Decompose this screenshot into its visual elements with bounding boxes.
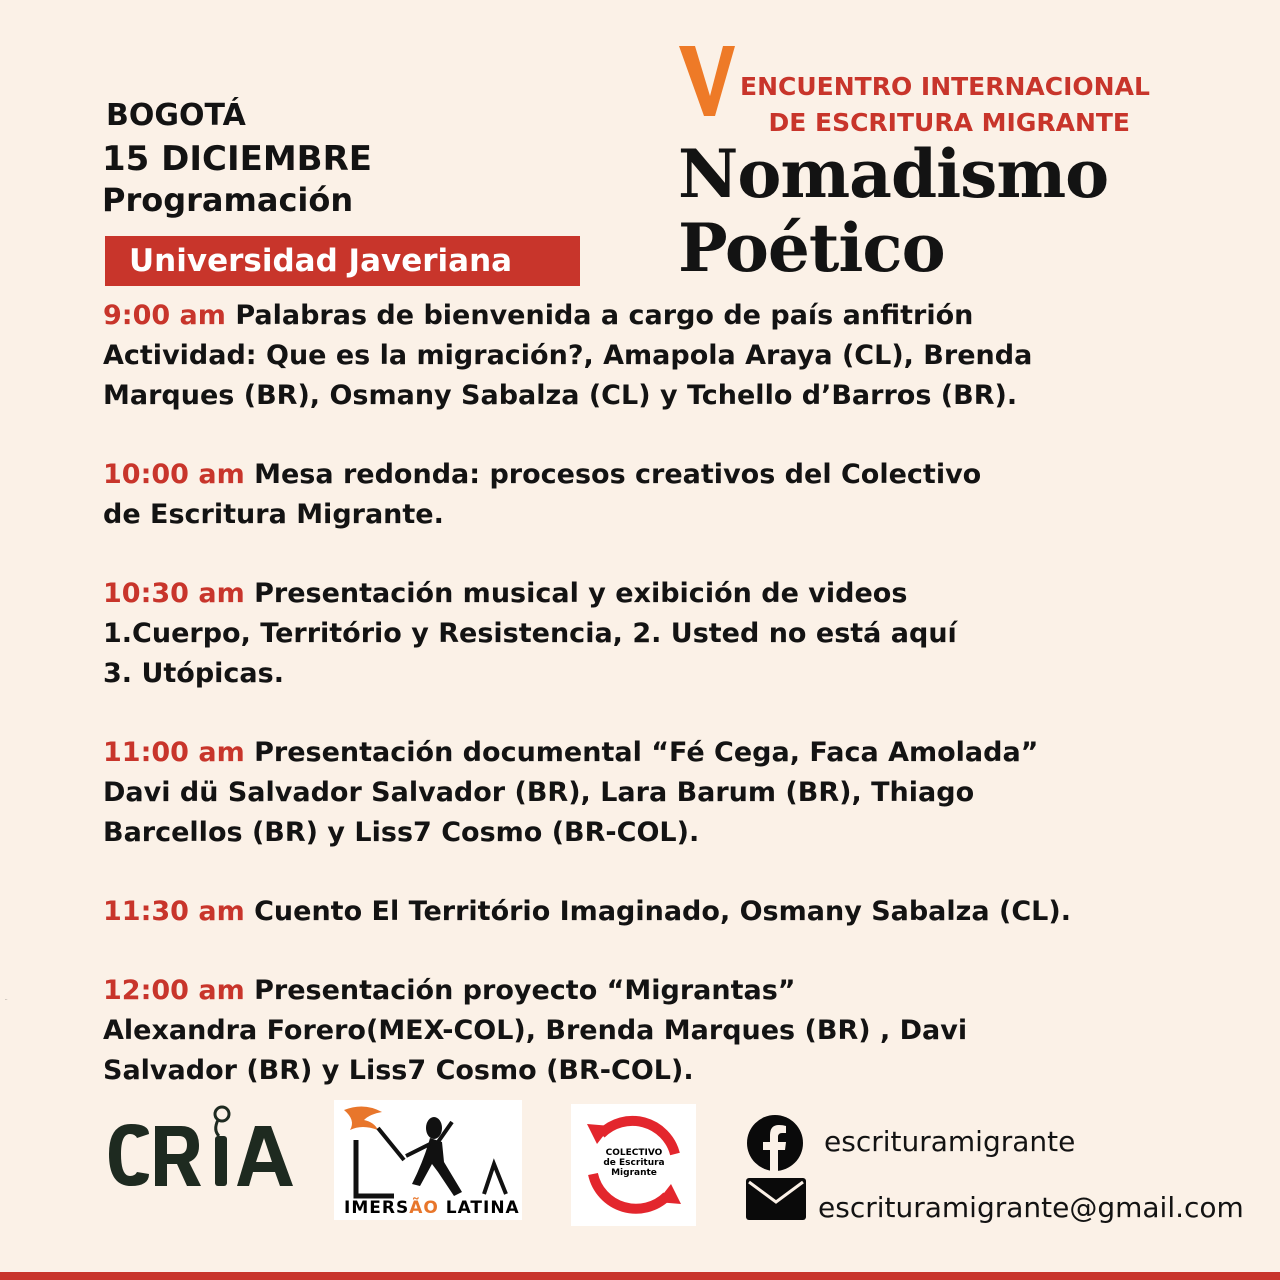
envelope-icon[interactable]: [746, 1178, 806, 1220]
program-text: Presentación documental “Fé Cega, Faca Amolada”: [254, 737, 1039, 768]
facebook-icon[interactable]: [746, 1114, 804, 1172]
bottom-bar: [0, 1272, 1280, 1280]
facebook-handle[interactable]: escrituramigrante: [824, 1125, 1076, 1158]
program-item: [103, 296, 1163, 416]
program-text: Davi dü Salvador Salvador (BR), Lara Barum (BR), Thiago: [103, 777, 975, 808]
program-text: Palabras de bienvenida a cargo de país anfitrión: [235, 300, 974, 331]
program-list: [103, 296, 1163, 1130]
program-time: 10:00 am: [103, 459, 245, 490]
program-text: Presentación proyecto “Migrantas”: [254, 975, 796, 1006]
city: BOGOTÁ: [106, 98, 246, 133]
event-title-2: Poético: [678, 209, 945, 287]
event-date: 15 DICIEMBRE: [102, 139, 373, 179]
email-link[interactable]: escrituramigrante@gmail.com: [818, 1191, 1244, 1224]
program-text: Salvador (BR) y Liss7 Cosmo (BR-COL).: [103, 1055, 694, 1086]
program-text: 1.Cuerpo, Território y Resistencia, 2. Usted no está aquí: [103, 618, 957, 649]
edition-v-glyph: [677, 42, 737, 118]
program-item: [103, 574, 1163, 694]
program-item: [103, 455, 1163, 535]
program-text: Cuento El Território Imaginado, Osmany Sabalza (CL).: [254, 896, 1071, 927]
program-time: 9:00 am: [103, 300, 226, 331]
program-time: 11:30 am: [103, 896, 245, 927]
program-text: Mesa redonda: procesos creativos del Colectivo: [254, 459, 982, 490]
colectivo-text: COLECTIVO de Escritura Migrante: [603, 1148, 665, 1178]
cria-logo: [5, 1000, 300, 1195]
venue-badge: Universidad Javeriana: [105, 236, 580, 286]
program-time: 12:00 am: [103, 975, 245, 1006]
program-text: Presentación musical y exibición de videos: [254, 578, 908, 609]
imersao-latina-label: IMERSÃO LATINA: [344, 1198, 520, 1218]
program-text: Marques (BR), Osmany Sabalza (CL) y Tchello d’Barros (BR).: [103, 380, 1018, 411]
program-item: [103, 971, 1163, 1091]
dancer-figure-icon: [334, 1100, 522, 1200]
program-text: Actividad: Que es la migración?, Amapola Araya (CL), Brenda: [103, 340, 1033, 371]
program-item: [103, 733, 1163, 853]
program-item: [103, 892, 1163, 932]
program-text: Alexandra Forero(MEX-COL), Brenda Marques (BR) , Davi: [103, 1015, 968, 1046]
program-heading: Programación: [102, 181, 354, 219]
event-title-1: Nomadismo: [678, 135, 1109, 213]
program-text: 3. Utópicas.: [103, 658, 284, 689]
program-time: 10:30 am: [103, 578, 245, 609]
svg-text:CRIA: CRIA: [5, 1000, 8, 1001]
program-text: Barcellos (BR) y Liss7 Cosmo (BR-COL).: [103, 817, 700, 848]
event-line-1: ENCUENTRO INTERNACIONAL: [740, 72, 1150, 101]
program-time: 11:00 am: [103, 737, 245, 768]
event-line-2: DE ESCRITURA MIGRANTE: [768, 108, 1130, 137]
program-text: de Escritura Migrante.: [103, 499, 444, 530]
